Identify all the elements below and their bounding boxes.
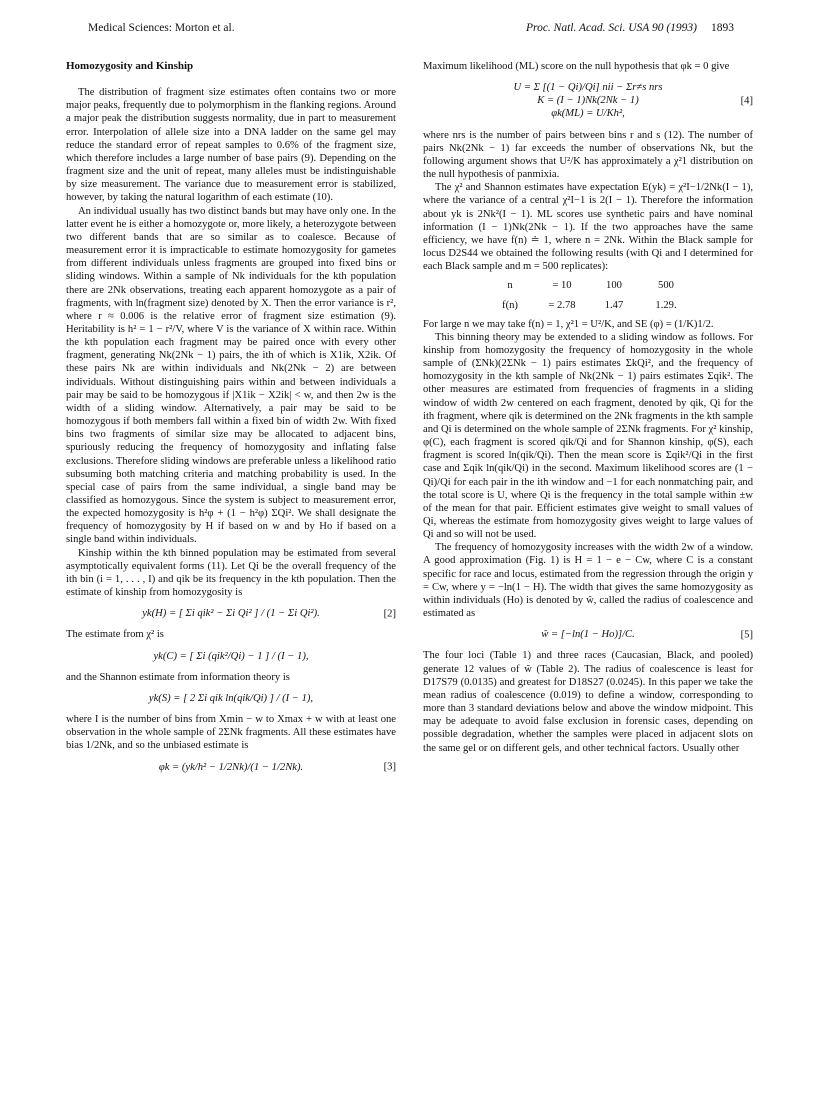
equation-shannon [66, 692, 396, 705]
paragraph: An individual usually has two distinct bands but may have only one. In the latter event he is either a homozygote or, more likely, a heterozygote between two different bands that are so similar as to coalesce. Because of measurement error it is impracticable to estimate homozygosity for gametes from different individuals unless fragments are grouped into fixed bins or sliding windows. Within a sample of Nk individuals for the kth population there are 2Nk observations, treating each apparent homozygote as a pair of fragments, with ln(fragment size) denoted by X. Then the error variance is r², where r ≈ 0.006 is the relative error of fragment size estimation (9). Heritability is h² = 1 − r²/V, where V is the variance of X within race. Within the kth population each fragment may be paired once with every other fragment, generating Nk(2Nk − 1) pairs, the ith of which is X1ik, X2ik. Of these pairs Nk are within individuals and Nk(2Nk − 2) are between individuals. Without distinguishing pairs within and between individuals a pair may be said to be homozygous if |X1ik − X2ik| < w, and then 2w is the width of a sliding window. Alternatively, a pair may be said to be homozygous if both members fall within a fixed bin of width 2w. With fixed bins two fragments of similar size may be allocated to adjacent bins, spuriously reducing the frequency of homozygosity and inflating false exclusions. Therefore sliding windows are preferable unless a likelihood ratio subsuming both matching criteria and matching probability is used. In the special case of pairs from the same individual, a single band may be classified as homozygous. Since the system is subject to measurement error, the expected homozygosity is h²φ + (1 − h²φ) ΣQi². We shall designate the frequency of homozygosity by H if based on w and by Ho if based on a single band within individuals. [66, 205, 396, 546]
left-column [66, 60, 396, 782]
table-cell: = 2.78 [548, 299, 576, 311]
paragraph: This binning theory may be extended to a sliding window as follows. For kinship from homozygosity the frequency of homozygosity in the whole sample of (ΣNk)(2ΣNk − 1) pairs estimates ΣkQi², and the frequency of homozygosity in the kth sample of Nk(2Nk − 1) pairs estimates Σqik². The other measures are estimated from frequencies of fragments in a sliding window of width 2w centered on each fragment, denoted by qik, Qi for the ith fragment, where qik is determined on the 2Nk fragments in the kth sample and Qi is determined on the whole sample of 2ΣNk fragments. For χ² kinship, φ(C), each fragment is scored qik/Qi and for Shannon kinship, φ(S), each fragment is scored ln(qik/Qi). Then the mean score is Σqik²/Qi in the first case and Σqik ln(qik/Qi) in the second. Maximum likelihood scores are (1 − Qi)/Qi for each pair in the ith window and −1 for each nonmatching pair, and the total score is U, where Qi is the frequency in the total sample within ±w of the mean for that pair. Efficient estimates give weight to small values of Qi, whereas the estimate from homozygosity gives weight to large values of Qi and so will not be used. [423, 331, 753, 541]
equation-number: [4] [740, 95, 753, 107]
header-right [526, 22, 734, 35]
table-cell: 100 [606, 280, 622, 292]
paragraph: The frequency of homozygosity increases with the width 2w of a window. A good approximation (Fig. 1) is H = 1 − e − Cw, where C is a constant specific for race and locus, estimated from the regression through the origin y = Cw, where y = −ln(1 − H). The width that gives the same homozygosity as within individuals (Ho) is denoted by ŵ, called the radius of coalescence and estimated as [423, 542, 753, 620]
equation: yk(C) = [ Σi (qik²/Qi) − 1 ] / (I − 1), [153, 650, 309, 662]
table-cell: 1.29. [655, 299, 677, 311]
paragraph: The estimate from χ² is [66, 629, 164, 641]
paragraph: The χ² and Shannon estimates have expectation E(yk) = χ²I−1/2Nk(I − 1), where the variance of a central χ²I−1 is 2(I − 1). Therefore the information about yk is 2Nk²(I − 1). ML scores use synthetic pairs and have nominal information (I − 1)Nk(2Nk − 1). If the two approaches have the same efficiency, we have f(n) ≐ 1, where n = 2Nk. Within the Black sample for locus D2S44 we obtained the following results (with Qi and I determined for each Black sample and m = 500 replicates): [423, 182, 753, 273]
paragraph: The distribution of fragment size estimates often contains two or more major peaks, frequently due to polymorphism in the flanking regions. Around a major peak the distribution suggests normality, due in part to measurement error. Interpolation of allele size into a DNA ladder on the same gel may reduce the standard error of repeat samples to 0.6% of the fragment size, which therefore includes a large number of base pairs (9). Depending on the fragment size and the unit of repeat, many alleles must be indistinguishable by size measurement. The variance due to measurement error is stabilized, however, by taking the natural logarithm of each estimate (10). [66, 87, 396, 204]
equation-number: [3] [383, 761, 396, 773]
table-label: f(n) [502, 299, 518, 311]
results-table-row [423, 279, 753, 292]
equation-4 [423, 81, 753, 120]
equation: ŵ = [−ln(1 − Ho)]/C. [541, 629, 635, 641]
paragraph: The four loci (Table 1) and three races (Caucasian, Black, and pooled) generate 12 values of ŵ (Table 2). The radius of coalescence is least for D17S79 (0.0135) and greatest for D18S27 (0.0245). In this paper we take the mean radius of coalescence (0.019) to define a window, corresponding to more than 3 standard deviations below and above the window midpoint. This may be adequate to avoid false exclusion in forensic cases, depending on possible degradation, whether the samples were placed in adjacent slots on the same gel or on different gels, and other technical factors. Usually other [423, 650, 753, 754]
results-table-row [423, 299, 753, 312]
table-cell: = 10 [552, 280, 572, 292]
equation: yk(H) = [ Σi qik² − Σi Qi² ] / (1 − Σi Qi²). [142, 608, 320, 620]
equation: φk = (yk/h² − 1/2Nk)/(1 − 1/2Nk). [158, 761, 304, 773]
equation-2 [66, 607, 396, 620]
equation-line: K = (I − 1)Nk(2Nk − 1) [537, 95, 639, 107]
journal-citation: Proc. Natl. Acad. Sci. USA 90 (1993) [526, 22, 697, 34]
equation-3 [66, 761, 396, 774]
paragraph: where I is the number of bins from Xmin − w to Xmax + w with at least one observation in the whole sample of 2ΣNk fragments. All these estimates have bias 1/2Nk, and so the unbiased estimate is [66, 714, 396, 752]
page-number: 1893 [711, 22, 734, 34]
paragraph: Maximum likelihood (ML) score on the null hypothesis that φk = 0 give [423, 61, 730, 72]
running-header [88, 22, 734, 38]
equation-5 [423, 628, 753, 641]
section-title: Homozygosity and Kinship [66, 60, 194, 72]
table-cell: 1.47 [604, 299, 624, 311]
equation-chi [66, 650, 396, 663]
equation-line: φk(ML) = U/Kh², [551, 108, 625, 120]
table-label: n [507, 280, 513, 292]
paragraph: For large n we may take f(n) = 1, χ²1 = U²/K, and SE (φ) = (1/K)1/2. [423, 318, 714, 330]
right-column [423, 60, 753, 755]
paragraph: Kinship within the kth binned population may be estimated from several asymptotically equivalent forms (11). Let Qi be the overall frequency of the ith bin (i = 1, . . . , I) and qik be its frequency in the kth population. Then the estimate of kinship from homozygosity is [66, 547, 396, 599]
equation: yk(S) = [ 2 Σi qik ln(qik/Qi) ] / (I − 1), [148, 692, 314, 704]
table-cell: 500 [658, 280, 674, 292]
paragraph: where nrs is the number of pairs between bins r and s (12). The number of pairs Nk(2Nk − 1) far exceeds the number of observations Nk, but the following argument shows that U²/K has approximately a χ²1 distribution on the null hypothesis of panmixia. [423, 129, 753, 181]
equation-number: [5] [740, 629, 753, 641]
equation-number: [2] [383, 608, 396, 620]
paragraph: and the Shannon estimate from information theory is [66, 671, 290, 683]
equation-line: U = Σ [(1 − Qi)/Qi] nii − Σr≠s nrs [513, 82, 663, 94]
header-left: Medical Sciences: Morton et al. [88, 22, 235, 34]
